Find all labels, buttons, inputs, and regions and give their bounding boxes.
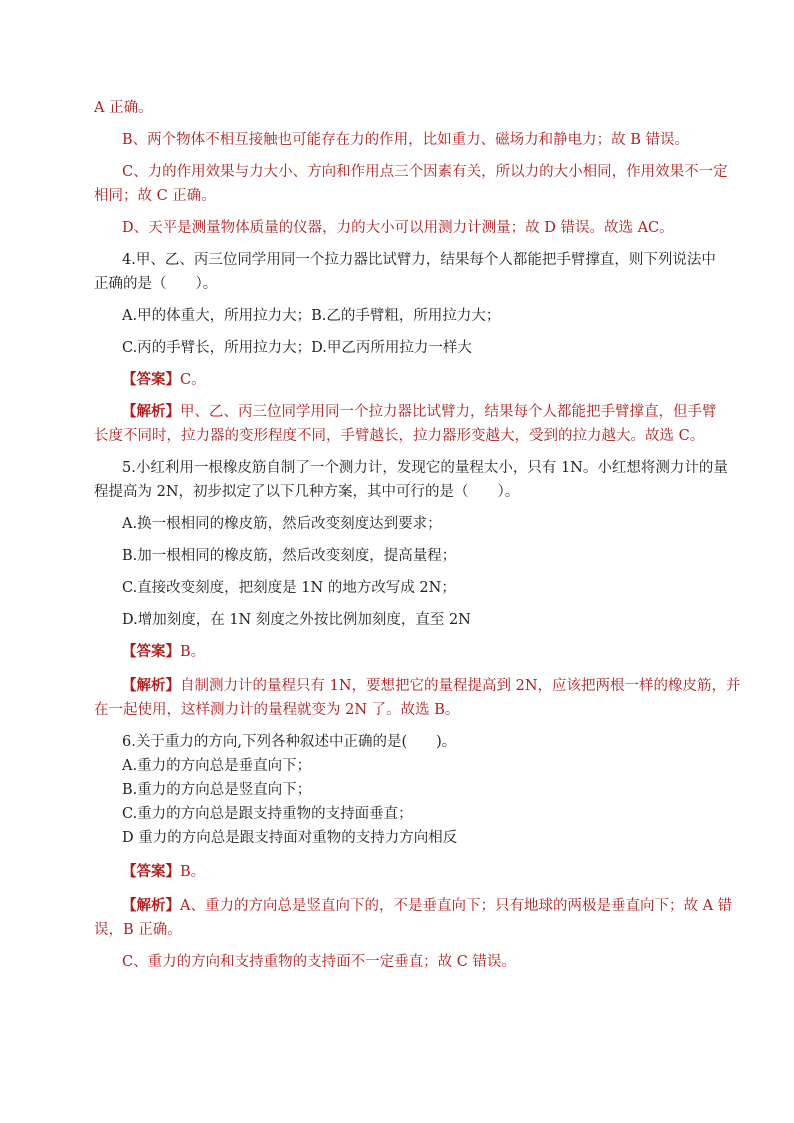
analysis-tag: 【解析】 [122,677,180,694]
q5-answer [94,642,698,662]
q6-option-c: C.重力的方向总是跟支持重物的支持面垂直； [122,806,413,822]
q6-option-d: D 重力的方向总是跟支持面对重物的支持力方向相反 [122,830,458,846]
q6-analysis-2: 误，B 正确。 [94,922,182,938]
q5-analysis-1 [94,676,741,696]
q5-option-b: B.加一根相同的橡皮筋，然后改变刻度，提高量程； [122,548,457,564]
analysis-text: 甲、乙、丙三位同学用同一个拉力器比试臂力，结果每个人都能把手臂撑直，但手臂 [180,404,717,420]
answer-tag: 【答案】 [122,643,180,660]
q5-analysis-2: 在一起使用，这样测力计的量程就变为 2N 了。故选 B。 [94,702,460,718]
q4-stem-2: 正确的是（ ）。 [94,276,218,292]
answer-value: B。 [180,644,206,660]
analysis-tag: 【解析】 [122,403,180,420]
q6-stem: 6.关于重力的方向,下列各种叙述中正确的是( )。 [122,734,457,750]
q6-option-b: B.重力的方向总是竖直向下； [122,782,312,798]
prev-c-analysis-1: C、力的作用效果与力大小、方向和作用点三个因素有关，所以力的大小相同，作用效果不一定 [122,164,728,180]
q4-answer [94,370,698,390]
q6-option-a: A.重力的方向总是垂直向下； [122,758,312,774]
prev-b-analysis: B、两个物体不相互接触也可能存在力的作用，比如重力、磁场力和静电力；故 B 错误。 [122,132,690,148]
q4-options-cd: C.丙的手臂长，所用拉力大；D.甲乙丙所用拉力一样大 [122,340,472,356]
q5-option-a: A.换一根相同的橡皮筋，然后改变刻度达到要求； [122,516,442,532]
q5-option-d: D.增加刻度，在 1N 刻度之外按比例加刻度，直至 2N [122,612,471,628]
q4-analysis-2: 长度不同时，拉力器的变形程度不同，手臂越长，拉力器形变越大，受到的拉力越大。故选 C。 [94,428,705,444]
q6-c-analysis: C、重力的方向和支持重物的支持面不一定垂直；故 C 错误。 [122,954,516,970]
prev-d-analysis: D、天平是测量物体质量的仪器，力的大小可以用测力计测量；故 D 错误。故选 AC。 [122,220,674,236]
analysis-text: A、重力的方向总是竖直向下的，不是垂直向下；只有地球的两极是垂直向下；故 A 错 [180,898,733,914]
q5-stem-1: 5.小红利用一根橡皮筋自制了一个测力计，发现它的量程太小，只有 1N。小红想将测力计的量 [122,460,728,476]
q4-stem-1: 4.甲、乙、丙三位同学用同一个拉力器比试臂力，结果每个人都能把手臂撑直，则下列说法中 [122,252,716,268]
q6-answer [94,862,698,882]
answer-value: B。 [180,864,206,880]
answer-value: C。 [180,372,206,388]
analysis-text: 自制测力计的量程只有 1N，要想把它的量程提高到 2N，应该把两根一样的橡皮筋，并 [180,678,741,694]
q6-analysis-1 [94,896,733,916]
q4-options-ab: A.甲的体重大，所用拉力大；B.乙的手臂粗，所用拉力大； [122,308,501,324]
q5-option-c: C.直接改变刻度，把刻度是 1N 的地方改写成 2N； [122,580,456,596]
q4-analysis-1 [94,402,717,422]
prev-c-analysis-2: 相同；故 C 正确。 [94,188,216,204]
prev-a-conclusion: A 正确。 [94,100,153,116]
answer-tag: 【答案】 [122,863,180,880]
answer-tag: 【答案】 [122,371,180,388]
q5-stem-2: 程提高为 2N，初步拟定了以下几种方案，其中可行的是（ ）。 [94,484,520,500]
analysis-tag: 【解析】 [122,897,180,914]
